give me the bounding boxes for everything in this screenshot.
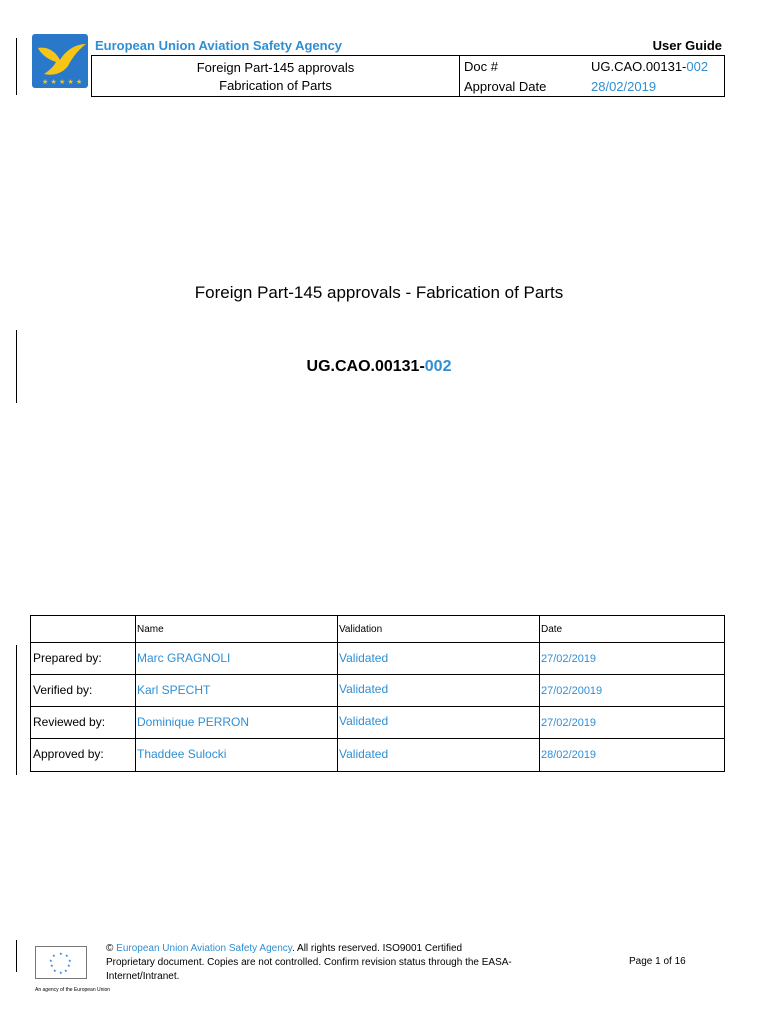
row-divider — [31, 738, 724, 739]
document-number-suffix: 002 — [424, 358, 452, 375]
header-title-line1: Foreign Part-145 approvals — [196, 60, 355, 75]
row-name: Dominique PERRON — [137, 715, 250, 729]
agency-name: European Union Aviation Safety Agency — [95, 38, 343, 53]
row-role: Reviewed by: — [33, 715, 106, 729]
doc-type: User Guide — [652, 38, 722, 53]
change-bar — [16, 940, 17, 972]
page-number: Page 1 of 16 — [629, 956, 686, 967]
row-role: Approved by: — [33, 747, 104, 761]
row-name: Thaddee Sulocki — [137, 747, 227, 761]
copyright-line — [106, 942, 556, 956]
rights-text: . All rights reserved. ISO9001 Certified — [292, 943, 463, 954]
column-header-date: Date — [541, 624, 563, 635]
proprietary-text: Proprietary document. Copies are not controlled. Confirm revision status through the EASA-Internet/Intranet. — [106, 957, 512, 982]
header-table — [91, 55, 725, 97]
approval-date-value: 28/02/2019 — [591, 79, 657, 94]
column-divider — [539, 616, 540, 771]
row-divider — [31, 642, 724, 643]
row-validation: Validated — [339, 651, 389, 665]
row-date: 27/02/2019 — [541, 717, 597, 729]
doc-number-prefix: UG.CAO.00131- — [591, 59, 687, 74]
header-title-line2: Fabrication of Parts — [219, 78, 332, 93]
column-header-name: Name — [137, 624, 164, 635]
column-header-validation: Validation — [339, 624, 383, 635]
svg-text:★: ★ — [49, 958, 53, 963]
row-date: 28/02/2019 — [541, 749, 597, 761]
eu-flag-icon — [35, 946, 87, 979]
svg-text:★: ★ — [68, 958, 72, 963]
change-bar — [16, 38, 17, 95]
row-role: Prepared by: — [33, 651, 102, 665]
row-date: 27/02/2019 — [541, 653, 597, 665]
change-bar — [16, 645, 17, 775]
doc-number-label: Doc # — [464, 59, 498, 74]
column-divider — [135, 616, 136, 771]
row-divider — [31, 706, 724, 707]
document-number-prefix: UG.CAO.00131- — [306, 358, 425, 375]
row-validation: Validated — [339, 714, 389, 728]
row-validation: Validated — [339, 747, 389, 761]
approval-date-label: Approval Date — [464, 79, 547, 94]
svg-text:★ ★ ★ ★ ★: ★ ★ ★ ★ ★ — [42, 78, 83, 86]
svg-text:★: ★ — [59, 951, 63, 956]
footer-text — [106, 942, 556, 984]
svg-text:★: ★ — [53, 968, 57, 973]
svg-text:★: ★ — [65, 953, 69, 958]
eu-caption: An agency of the European Union — [35, 987, 111, 993]
row-name: Karl SPECHT — [137, 683, 211, 697]
agency-link[interactable]: European Union Aviation Safety Agency — [116, 943, 293, 954]
document-title: Foreign Part-145 approvals - Fabrication of Parts — [194, 283, 564, 302]
svg-text:★: ★ — [52, 953, 56, 958]
doc-number-value — [591, 59, 708, 74]
approvals-table — [30, 615, 725, 772]
svg-text:★: ★ — [64, 968, 68, 973]
easa-logo-icon — [32, 34, 88, 88]
svg-text:★: ★ — [67, 963, 71, 968]
doc-number-suffix: 002 — [686, 59, 709, 74]
copyright-symbol: © — [106, 943, 114, 954]
header-title — [92, 56, 460, 96]
svg-text:★: ★ — [50, 963, 54, 968]
row-validation: Validated — [339, 682, 389, 696]
row-name: Marc GRAGNOLI — [137, 651, 231, 665]
column-divider — [337, 616, 338, 771]
row-divider — [31, 674, 724, 675]
row-role: Verified by: — [33, 683, 93, 697]
document-number — [0, 358, 758, 376]
row-date: 27/02/20019 — [541, 685, 603, 697]
svg-text:★: ★ — [59, 970, 63, 975]
